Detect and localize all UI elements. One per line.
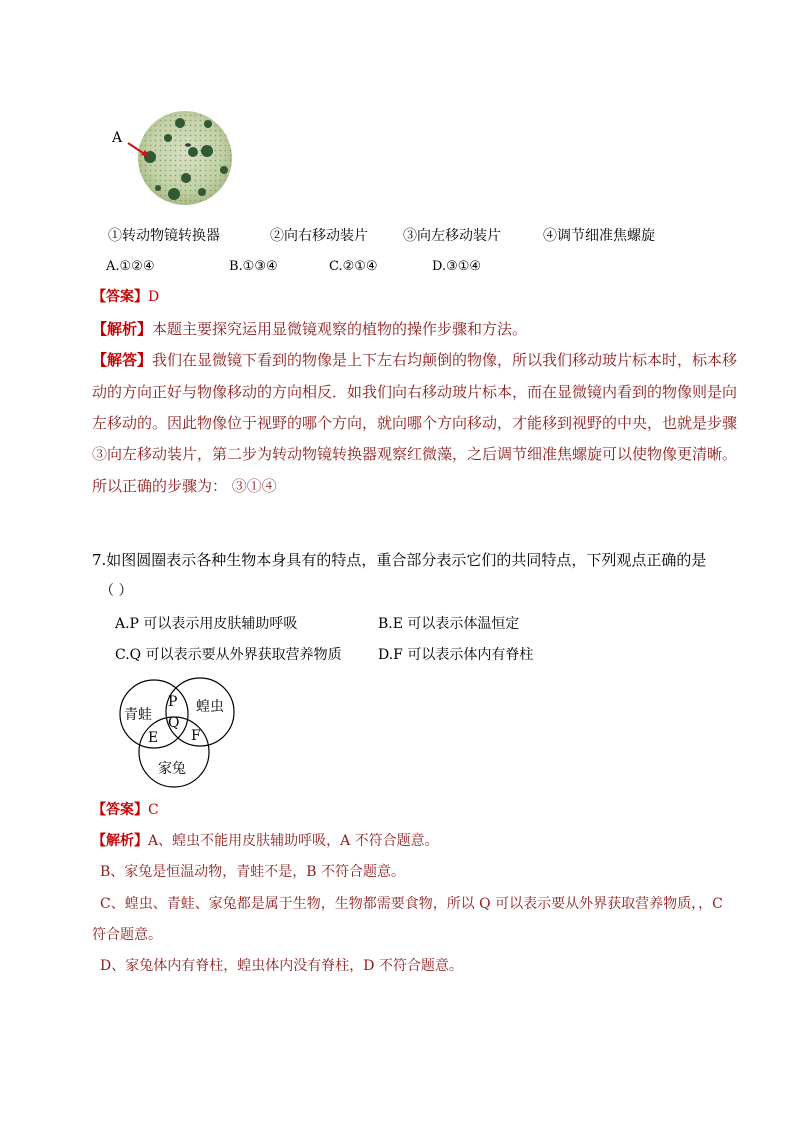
q7-stem-line-1: 7.如图圆圈表示各种生物本身具有的特点，重合部分表示它们的共同特点，下列观点正确的是 bbox=[92, 551, 707, 569]
q7-option-b: B.E 可以表示体温恒定 bbox=[378, 616, 520, 632]
q7-analysis-text-1: A、蝗虫不能用皮肤辅助呼吸，A 不符合题意。 bbox=[148, 833, 439, 849]
q7-option-a: A.P 可以表示用皮肤辅助呼吸 bbox=[115, 616, 298, 632]
venn-label-locust: 蝗虫 bbox=[196, 699, 224, 715]
q7-analysis-line-1 bbox=[92, 831, 439, 851]
option-c: C.②①④ bbox=[329, 259, 378, 274]
step-4: ④调节细准焦螺旋 bbox=[543, 228, 655, 244]
q7-analysis-line-3: C、蝗虫、青蛙、家兔都是属于生物，生物都需要食物，所以 Q 可以表示要从外界获取营养物质，，C bbox=[100, 896, 723, 912]
venn-label-frog: 青蛙 bbox=[124, 707, 152, 723]
venn-region-e: E bbox=[148, 730, 159, 746]
figure-label-a: A bbox=[112, 130, 123, 146]
q7-answer-tag: 【答案】 bbox=[92, 802, 148, 818]
venn-region-p: P bbox=[168, 694, 178, 710]
q7-analysis-line-2: B、家兔是恒温动物，青蛙不是，B 不符合题意。 bbox=[100, 864, 406, 880]
analysis-text: 本题主要探究运用显微镜观察的植物的操作步骤和方法。 bbox=[152, 320, 528, 338]
solution-tag: 【解答】 bbox=[92, 351, 153, 369]
solution-text: 我们在显微镜下看到的物像是上下左右均颠倒的物像，所以我们移动玻片标本时，标本移 bbox=[152, 351, 738, 369]
answer-value: D bbox=[148, 289, 160, 305]
microscope-field-image bbox=[108, 108, 238, 208]
q6-answer-row bbox=[92, 287, 159, 307]
venn-label-rabbit: 家兔 bbox=[158, 761, 186, 777]
option-b: B.①③④ bbox=[229, 259, 278, 274]
venn-region-f: F bbox=[191, 728, 201, 744]
option-d: D.③①④ bbox=[432, 259, 482, 274]
q6-analysis-row bbox=[92, 319, 527, 339]
step-3: ③向左移动装片 bbox=[403, 228, 501, 244]
q6-solution-line-3: 左移动的。因此物像位于视野的哪个方向，就向哪个方向移动，才能移到视野的中央，也就是步骤 bbox=[92, 414, 738, 432]
step-1: ①转动物镜转换器 bbox=[108, 228, 220, 244]
q6-solution-line-5: 所以正确的步骤为： ③①④ bbox=[92, 477, 277, 495]
q7-option-c: C.Q 可以表示要从外界获取营养物质 bbox=[115, 647, 342, 663]
q7-analysis-line-4: 符合题意。 bbox=[92, 927, 162, 943]
option-a: A.①②④ bbox=[106, 259, 155, 274]
q7-analysis-line-5: D、家兔体内有脊柱，蝗虫体内没有脊柱，D 不符合题意。 bbox=[100, 958, 463, 974]
venn-region-q: Q bbox=[168, 715, 180, 731]
step-2: ②向右移动装片 bbox=[270, 228, 368, 244]
microscope-figure bbox=[108, 108, 238, 208]
venn-diagram bbox=[112, 672, 242, 790]
q6-solution-line-1 bbox=[92, 350, 737, 370]
q7-answer-value: C bbox=[148, 802, 159, 818]
q7-answer-row bbox=[92, 800, 159, 820]
q7-stem-line-2: （ ） bbox=[100, 583, 133, 599]
q7-analysis-tag: 【解析】 bbox=[92, 833, 148, 849]
answer-tag: 【答案】 bbox=[92, 289, 148, 305]
analysis-tag: 【解析】 bbox=[92, 320, 153, 338]
q7-option-d: D.F 可以表示体内有脊柱 bbox=[378, 647, 534, 663]
q6-solution-line-4: ③向左移动装片，第二步为转动物镜转换器观察红微藻，之后调节细准焦螺旋可以使物像更清晰。 bbox=[92, 445, 738, 463]
q6-solution-line-2: 动的方向正好与物像移动的方向相反．如我们向右移动玻片标本，而在显微镜内看到的物像则是向 bbox=[92, 383, 738, 401]
